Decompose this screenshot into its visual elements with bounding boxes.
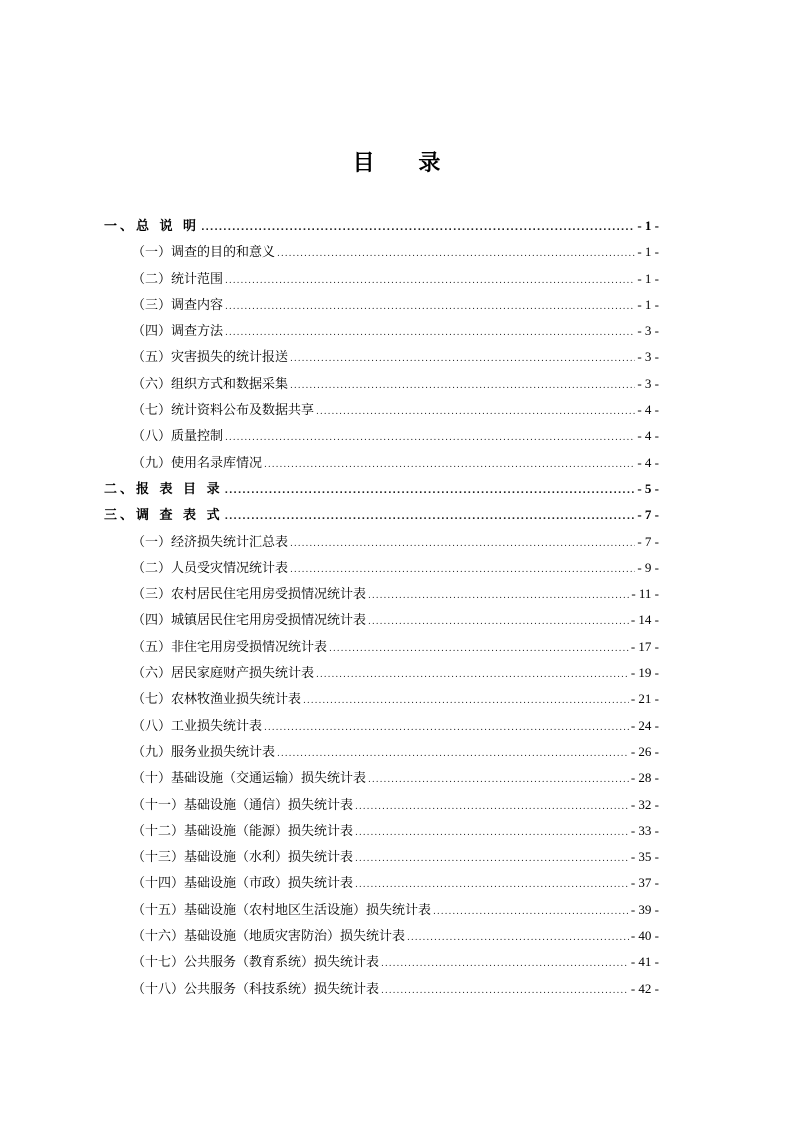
dot-leader — [277, 249, 635, 259]
dot-leader — [433, 907, 629, 917]
toc-subsection-entry[interactable] — [104, 741, 659, 767]
toc-entry-label: （六）居民家庭财产损失统计表 — [132, 666, 315, 682]
toc-subsection-entry[interactable] — [104, 820, 659, 846]
dot-leader — [316, 670, 629, 680]
toc-subsection-entry[interactable] — [104, 767, 659, 793]
toc-entry-label: （十七）公共服务（教育系统）损失统计表 — [132, 955, 380, 971]
dot-leader — [407, 933, 629, 943]
dot-leader — [264, 460, 635, 470]
toc-entry-page-number: - 19 - — [630, 665, 659, 681]
dot-leader — [290, 539, 635, 549]
toc-entry-page-number: - 40 - — [630, 928, 659, 944]
toc-subsection-entry[interactable] — [104, 425, 659, 451]
toc-entry-page-number: - 7 - — [637, 533, 659, 549]
toc-subsection-entry[interactable] — [104, 373, 659, 399]
toc-subsection-entry[interactable] — [104, 688, 659, 714]
toc-entry-page-number: - 1 - — [637, 244, 659, 260]
toc-entry-label: （七）统计资料公布及数据共享 — [132, 403, 315, 419]
toc-entry-label: （二）人员受灾情况统计表 — [132, 560, 289, 576]
toc-entry-label: （五）非住宅用房受损情况统计表 — [132, 639, 328, 655]
dot-leader — [381, 986, 629, 996]
dot-leader — [355, 880, 629, 890]
dot-leader — [225, 276, 635, 286]
toc-subsection-entry[interactable] — [104, 452, 659, 478]
dot-leader — [381, 959, 629, 969]
dot-leader — [225, 328, 635, 338]
toc-entry-label: 二、报 表 目 录 — [104, 481, 223, 497]
toc-entry-page-number: - 7 - — [637, 507, 659, 523]
toc-subsection-entry[interactable] — [104, 794, 659, 820]
toc-entry-page-number: - 41 - — [630, 954, 659, 970]
dot-leader — [290, 565, 635, 575]
dot-leader — [355, 854, 629, 864]
toc-entry-page-number: - 37 - — [630, 875, 659, 891]
toc-subsection-entry[interactable] — [104, 320, 659, 346]
toc-entry-page-number: - 1 - — [637, 270, 659, 286]
toc-subsection-entry[interactable] — [104, 846, 659, 872]
toc-entry-label: 三、调 查 表 式 — [104, 508, 223, 524]
toc-entry-label: （十四）基础设施（市政）损失统计表 — [132, 876, 354, 892]
toc-subsection-entry[interactable] — [104, 557, 659, 583]
toc-entry-label: 一、总 说 明 — [104, 219, 200, 234]
toc-entry-page-number: - 4 - — [637, 428, 659, 444]
toc-subsection-entry[interactable] — [104, 951, 659, 977]
dot-leader — [225, 486, 636, 496]
toc-subsection-entry[interactable] — [104, 241, 659, 267]
toc-subsection-entry[interactable] — [104, 294, 659, 320]
dot-leader — [290, 381, 635, 391]
toc-entry-label: （四）城镇居民住宅用房受损情况统计表 — [132, 613, 367, 629]
toc-entry-page-number: - 5 - — [637, 480, 659, 496]
toc-entry-label: （六）组织方式和数据采集 — [132, 376, 289, 392]
toc-entry-page-number: - 4 - — [637, 454, 659, 470]
toc-entry-page-number: - 3 - — [637, 323, 659, 339]
toc-entry-label: （十八）公共服务（科技系统）损失统计表 — [132, 981, 380, 997]
dot-leader — [316, 407, 635, 417]
toc-entry-label: （五）灾害损失的统计报送 — [132, 350, 289, 366]
toc-subsection-entry[interactable] — [104, 978, 659, 1004]
toc-entry-label: （十五）基础设施（农村地区生活设施）损失统计表 — [132, 902, 432, 918]
table-of-contents — [104, 215, 659, 1004]
toc-subsection-entry[interactable] — [104, 531, 659, 557]
dot-leader — [368, 591, 629, 601]
toc-entry-page-number: - 24 - — [630, 717, 659, 733]
dot-leader — [225, 433, 635, 443]
toc-entry-label: （八）工业损失统计表 — [132, 718, 263, 734]
toc-subsection-entry[interactable] — [104, 925, 659, 951]
dot-leader — [355, 802, 629, 812]
toc-entry-page-number: - 28 - — [630, 770, 659, 786]
toc-entry-page-number: - 4 - — [637, 402, 659, 418]
toc-entry-label: （十三）基础设施（水利）损失统计表 — [132, 850, 354, 866]
toc-subsection-entry[interactable] — [104, 872, 659, 898]
dot-leader — [290, 354, 635, 364]
dot-leader — [368, 617, 629, 627]
toc-entry-page-number: - 39 - — [630, 901, 659, 917]
toc-entry-label: （三）调查内容 — [132, 297, 224, 313]
toc-entry-page-number: - 32 - — [630, 796, 659, 812]
toc-entry-page-number: - 1 - — [637, 296, 659, 312]
toc-entry-page-number: - 1 - — [637, 218, 659, 233]
toc-entry-label: （十）基础设施（交通运输）损失统计表 — [132, 771, 367, 787]
dot-leader — [277, 749, 629, 759]
toc-entry-label: （十一）基础设施（通信）损失统计表 — [132, 797, 354, 813]
toc-entry-page-number: - 33 - — [630, 822, 659, 838]
toc-subsection-entry[interactable] — [104, 662, 659, 688]
dot-leader — [225, 302, 635, 312]
dot-leader — [225, 512, 636, 522]
toc-subsection-entry[interactable] — [104, 399, 659, 425]
toc-entry-label: （七）农林牧渔业损失统计表 — [132, 692, 302, 708]
toc-section-entry[interactable] — [104, 504, 659, 530]
toc-entry-label: （四）调查方法 — [132, 324, 224, 340]
toc-subsection-entry[interactable] — [104, 268, 659, 294]
toc-entry-label: （八）质量控制 — [132, 429, 224, 445]
dot-leader — [201, 223, 635, 233]
toc-entry-label: （二）统计范围 — [132, 271, 224, 287]
toc-subsection-entry[interactable] — [104, 899, 659, 925]
dot-leader — [355, 828, 629, 838]
toc-entry-label: （一）经济损失统计汇总表 — [132, 534, 289, 550]
toc-entry-page-number: - 11 - — [631, 586, 659, 602]
dot-leader — [368, 775, 629, 785]
toc-entry-page-number: - 21 - — [630, 691, 659, 707]
toc-section-entry[interactable] — [104, 215, 659, 241]
toc-entry-label: （十二）基础设施（能源）损失统计表 — [132, 823, 354, 839]
toc-entry-page-number: - 35 - — [630, 849, 659, 865]
toc-entry-page-number: - 3 - — [637, 349, 659, 365]
toc-entry-page-number: - 42 - — [630, 980, 659, 996]
toc-subsection-entry[interactable] — [104, 715, 659, 741]
toc-entry-label: （九）使用名录库情况 — [132, 455, 263, 471]
dot-leader — [303, 696, 629, 706]
dot-leader — [329, 644, 629, 654]
toc-subsection-entry[interactable] — [104, 346, 659, 372]
toc-entry-page-number: - 17 - — [630, 638, 659, 654]
toc-entry-page-number: - 26 - — [630, 743, 659, 759]
toc-entry-label: （一）调查的目的和意义 — [132, 245, 276, 261]
toc-entry-page-number: - 14 - — [630, 612, 659, 628]
toc-entry-page-number: - 9 - — [637, 559, 659, 575]
toc-subsection-entry[interactable] — [104, 583, 659, 609]
toc-entry-page-number: - 3 - — [637, 375, 659, 391]
dot-leader — [264, 723, 629, 733]
page-title: 目 录 — [352, 151, 459, 176]
toc-entry-label: （十六）基础设施（地质灾害防治）损失统计表 — [132, 929, 406, 945]
toc-entry-label: （九）服务业损失统计表 — [132, 744, 276, 760]
toc-subsection-entry[interactable] — [104, 609, 659, 635]
toc-entry-label: （三）农村居民住宅用房受损情况统计表 — [132, 587, 367, 603]
toc-subsection-entry[interactable] — [104, 636, 659, 662]
toc-section-entry[interactable] — [104, 478, 659, 504]
